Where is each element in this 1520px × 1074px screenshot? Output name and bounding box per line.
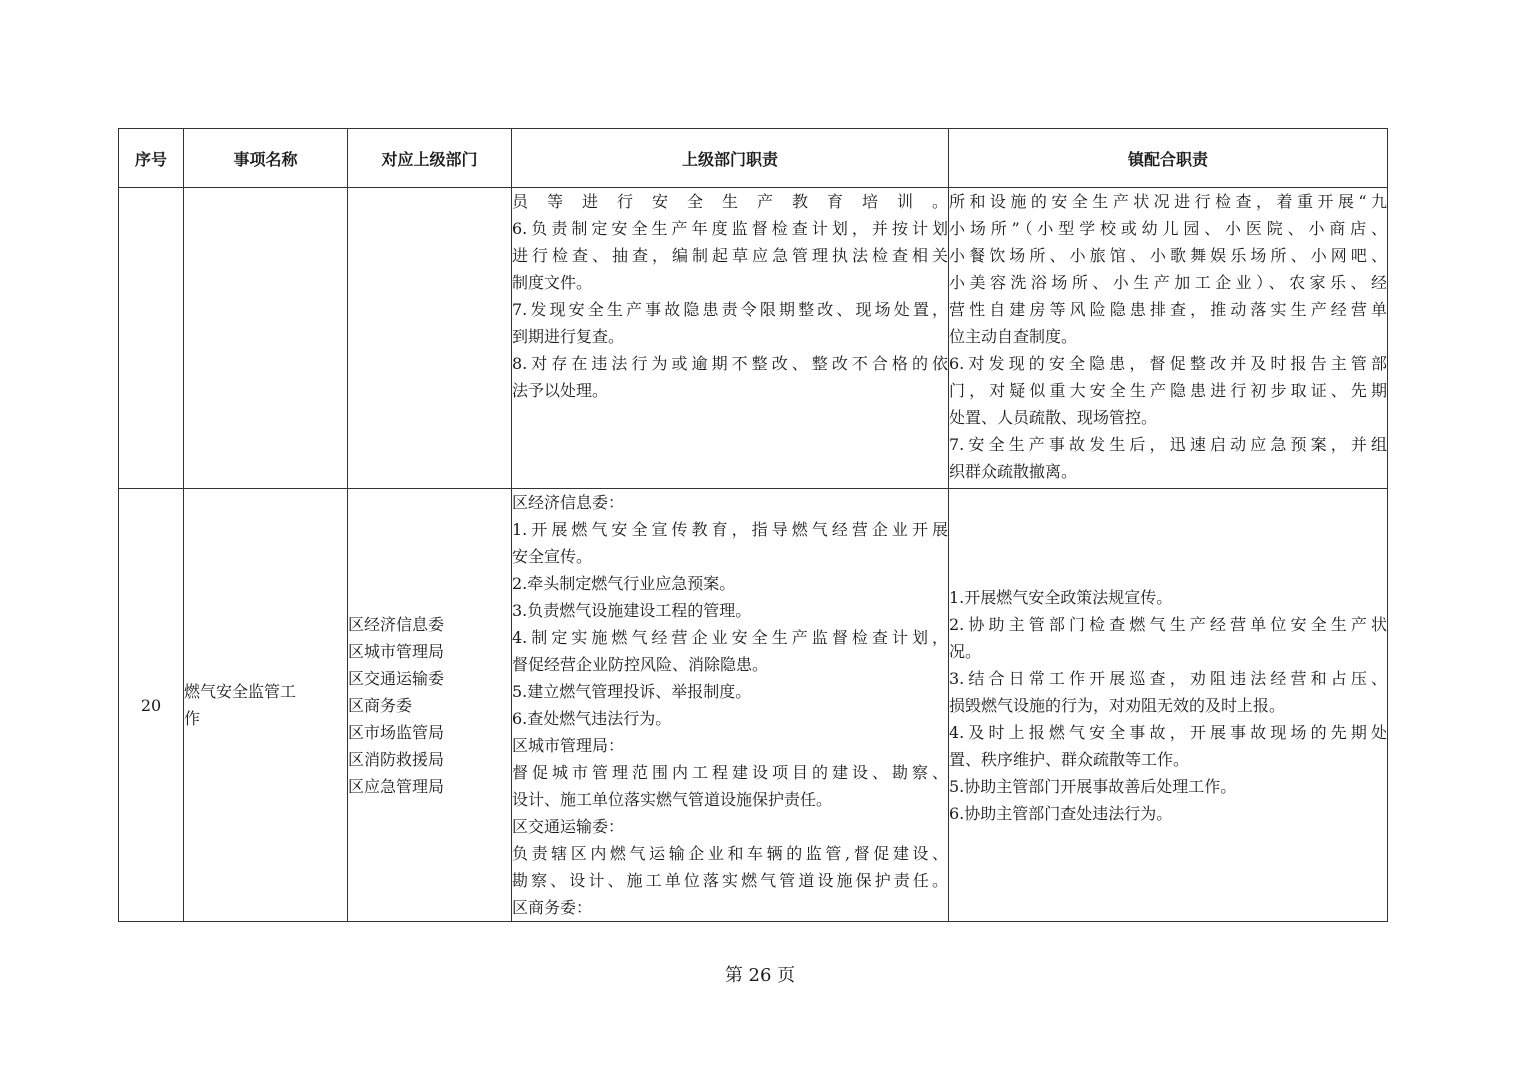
text-line: 3.负责燃气设施建设工程的管理。 [512,601,752,620]
department-name: 区经济信息委 [348,614,445,634]
text-line: 损毁燃气设施的行为，对劝阻无效的及时上报。 [949,695,1286,715]
cell-departments [348,489,512,922]
table-row-20 [119,489,1388,922]
text-line: 区商务委： [512,898,593,917]
text-line: 到期进行复查。 [512,327,625,346]
text-line: 7.发现安全生产事故隐患责令限期整改、现场处置， [512,300,948,319]
text-line: 2.牵头制定燃气行业应急预案。 [512,574,736,593]
text-line: 位主动自查制度。 [949,327,1078,346]
cell-name-empty [184,188,348,489]
text-line: 督促经营企业防控风险、消除隐患。 [512,655,769,674]
cell-dept-empty [348,188,512,489]
text-line: 员等进行安全生产教育培训。 [512,192,948,211]
text-line: 8.对存在违法行为或逾期不整改、整改不合格的依 [512,354,948,373]
duty-table [118,128,1388,922]
text-line: 小美容洗浴场所、小生产加工企业）、农家乐、经 [949,273,1387,292]
department-name: 区应急管理局 [348,776,445,796]
header-no: 序号 [119,129,184,188]
text-line: 安全宣传。 [512,547,593,566]
cell-town-duties [949,489,1388,922]
text-line: 小场所”（小型学校或幼儿园、小医院、小商店、 [949,219,1387,238]
cell-no-empty [119,188,184,489]
department-name: 区商务委 [348,695,413,715]
text-line: 4.制定实施燃气经营企业安全生产监督检查计划， [512,628,948,647]
text-line: 6.负责制定安全生产年度监督检查计划，并按计划 [512,219,948,238]
text-line: 作 [184,709,201,728]
text-line: 7.安全生产事故发生后，迅速启动应急预案，并组 [949,435,1387,454]
text-line: 负责辖区内燃气运输企业和车辆的监管,督促建设、 [512,844,948,863]
text-line: 区经济信息委： [512,493,625,512]
cell-item-name [184,489,348,922]
text-line: 况。 [949,641,982,661]
text-line: 制度文件。 [512,273,593,292]
text-line: 所和设施的安全生产状况进行检查，着重开展“九 [949,192,1387,211]
text-line: 进行检查、抽查，编制起草应急管理执法检查相关 [512,246,948,265]
text-line: 区城市管理局： [512,736,625,755]
department-name: 区城市管理局 [348,641,445,661]
department-name: 区消防救援局 [348,749,445,769]
text-line: 区交通运输委： [512,817,625,836]
text-line: 6.协助主管部门查处违法行为。 [949,803,1173,823]
header-superior: 上级部门职责 [512,129,949,188]
text-line: 5.协助主管部门开展事故善后处理工作。 [949,776,1237,796]
text-line: 6.查处燃气违法行为。 [512,709,672,728]
header-town: 镇配合职责 [949,129,1388,188]
text-line: 置、秩序维护、群众疏散等工作。 [949,749,1190,769]
cell-row-number: 20 [119,489,184,922]
header-row [119,129,1388,188]
text-line: 门，对疑似重大安全生产隐患进行初步取证、先期 [949,381,1387,400]
text-line: 燃气安全监管工 [184,682,297,701]
text-line: 设计、施工单位落实燃气管道设施保护责任。 [512,790,833,809]
text-line: 小餐饮场所、小旅馆、小歌舞娱乐场所、小网吧、 [949,246,1387,265]
text-line: 处置、人员疏散、现场管控。 [949,408,1158,427]
text-line: 5.建立燃气管理投诉、举报制度。 [512,682,752,701]
text-line: 2.协助主管部门检查燃气生产经营单位安全生产状 [949,614,1387,634]
text-line: 3.结合日常工作开展巡查，劝阻违法经营和占压、 [949,668,1387,688]
table-row-continued [119,188,1388,489]
text-line: 织群众疏散撤离。 [949,462,1078,481]
text-line: 督促城市管理范围内工程建设项目的建设、勘察、 [512,763,948,782]
text-line: 1.开展燃气安全政策法规宣传。 [949,587,1173,607]
cell-superior-duties [512,489,949,922]
text-line: 勘察、设计、施工单位落实燃气管道设施保护责任。 [512,871,948,890]
text-line: 法予以处理。 [512,381,609,400]
page-number: 第 26 页 [724,965,796,986]
text-line: 6.对发现的安全隐患，督促整改并及时报告主管部 [949,354,1387,373]
department-name: 区市场监管局 [348,722,445,742]
cell-town-duties [949,188,1388,489]
header-dept: 对应上级部门 [348,129,512,188]
header-name: 事项名称 [184,129,348,188]
text-line: 1.开展燃气安全宣传教育，指导燃气经营企业开展 [512,520,948,539]
text-line: 4.及时上报燃气安全事故，开展事故现场的先期处 [949,722,1387,742]
cell-superior-duties [512,188,949,489]
text-line: 营性自建房等风险隐患排查，推动落实生产经营单 [949,300,1387,319]
department-name: 区交通运输委 [348,668,445,688]
